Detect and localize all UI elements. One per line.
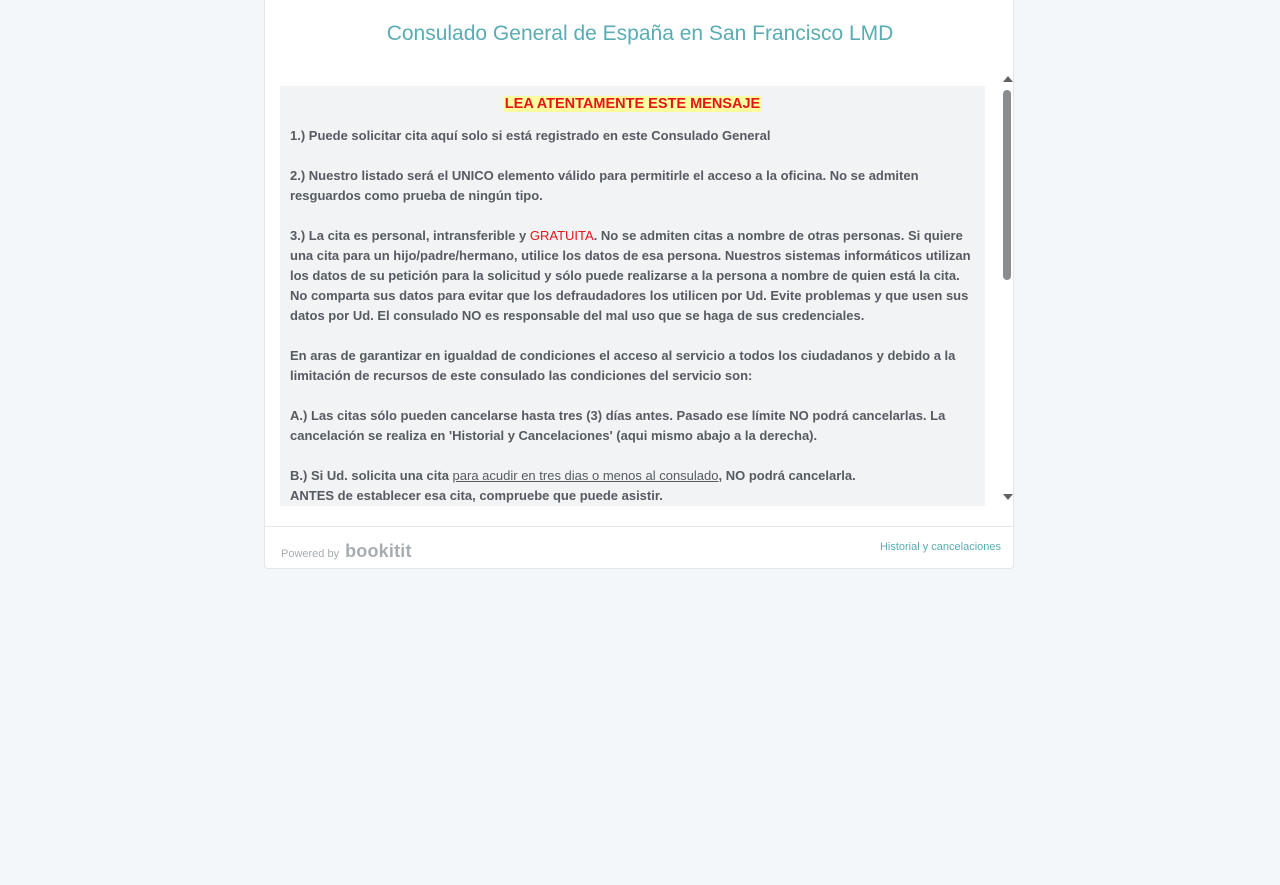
scrollbar-thumb[interactable]	[1003, 90, 1011, 280]
scroll-down-icon[interactable]	[1003, 494, 1013, 500]
notice-paragraph-3-end: . No se admiten citas a nombre de otras personas. Si quiere una cita para un hijo/padre/hermano, utilice los datos de esa persona. Nuestros sistemas informáticos utilizan los datos de su petición para la solicitud y sólo puede realizarse a la persona a nombre de quien está la cita. No comparta sus datos para evitar que los defraudadores los utilicen por Ud. Evite problemas y que usen sus datos por Ud. El consulado NO es responsable del mal uso que se haga de sus credenciales.	[290, 228, 971, 323]
notice-paragraph-b-start: B.) Si Ud. solicita una cita	[290, 468, 453, 483]
notice-paragraph-1: 1.) Puede solicitar cita aquí solo si está registrado en este Consulado General	[290, 128, 771, 143]
notice-heading	[280, 95, 985, 113]
notice-paragraph-b-end: , NO podrá cancelarla.	[718, 468, 856, 483]
powered-by-label: Powered by	[281, 548, 340, 560]
free-label: GRATUITA	[529, 228, 594, 243]
notice-paragraph-a: A.) Las citas sólo pueden cancelarse hasta tres (3) días antes. Pasado ese límite NO podrá cancelarlas. La cancelación se realiza en 'Historial y Cancelaciones' (aqui mismo abajo a la derecha).	[290, 408, 946, 443]
history-cancellations-link[interactable]: Historial y cancelaciones	[879, 541, 1001, 553]
scroll-up-icon[interactable]	[1003, 76, 1013, 82]
notice-paragraph-b-warning: ANTES de establecer esa cita, compruebe que puede asistir.	[290, 488, 663, 503]
bookitit-logo: bookitit	[345, 541, 412, 561]
notice-paragraph-3	[290, 226, 973, 326]
card-footer	[265, 526, 1015, 569]
powered-by-logo	[281, 541, 412, 562]
notice-paragraph-3-start: 3.) La cita es personal, intransferible y	[290, 228, 530, 243]
three-days-underlined: para acudir en tres dias o menos al consulado	[452, 468, 719, 483]
booking-card	[264, 0, 1014, 569]
notice-heading-text: LEA ATENTAMENTE ESTE MENSAJE	[504, 96, 761, 112]
notice-paragraph-2: 2.) Nuestro listado será el UNICO elemento válido para permitirle el acceso a la oficina. No se admiten resguardos como prueba de ningún tipo.	[290, 168, 919, 203]
notice-paragraph-4: En aras de garantizar en igualdad de condiciones el acceso al servicio a todos los ciudadanos y debido a la limitación de recursos de este consulado las condiciones del servicio son:	[290, 348, 956, 383]
notice-scrollbar[interactable]	[1000, 74, 1014, 504]
page-title: Consulado General de España en San Francisco LMD	[386, 22, 894, 45]
notice-scroll-area[interactable]	[280, 86, 985, 506]
notice-paragraph-b	[290, 466, 973, 506]
